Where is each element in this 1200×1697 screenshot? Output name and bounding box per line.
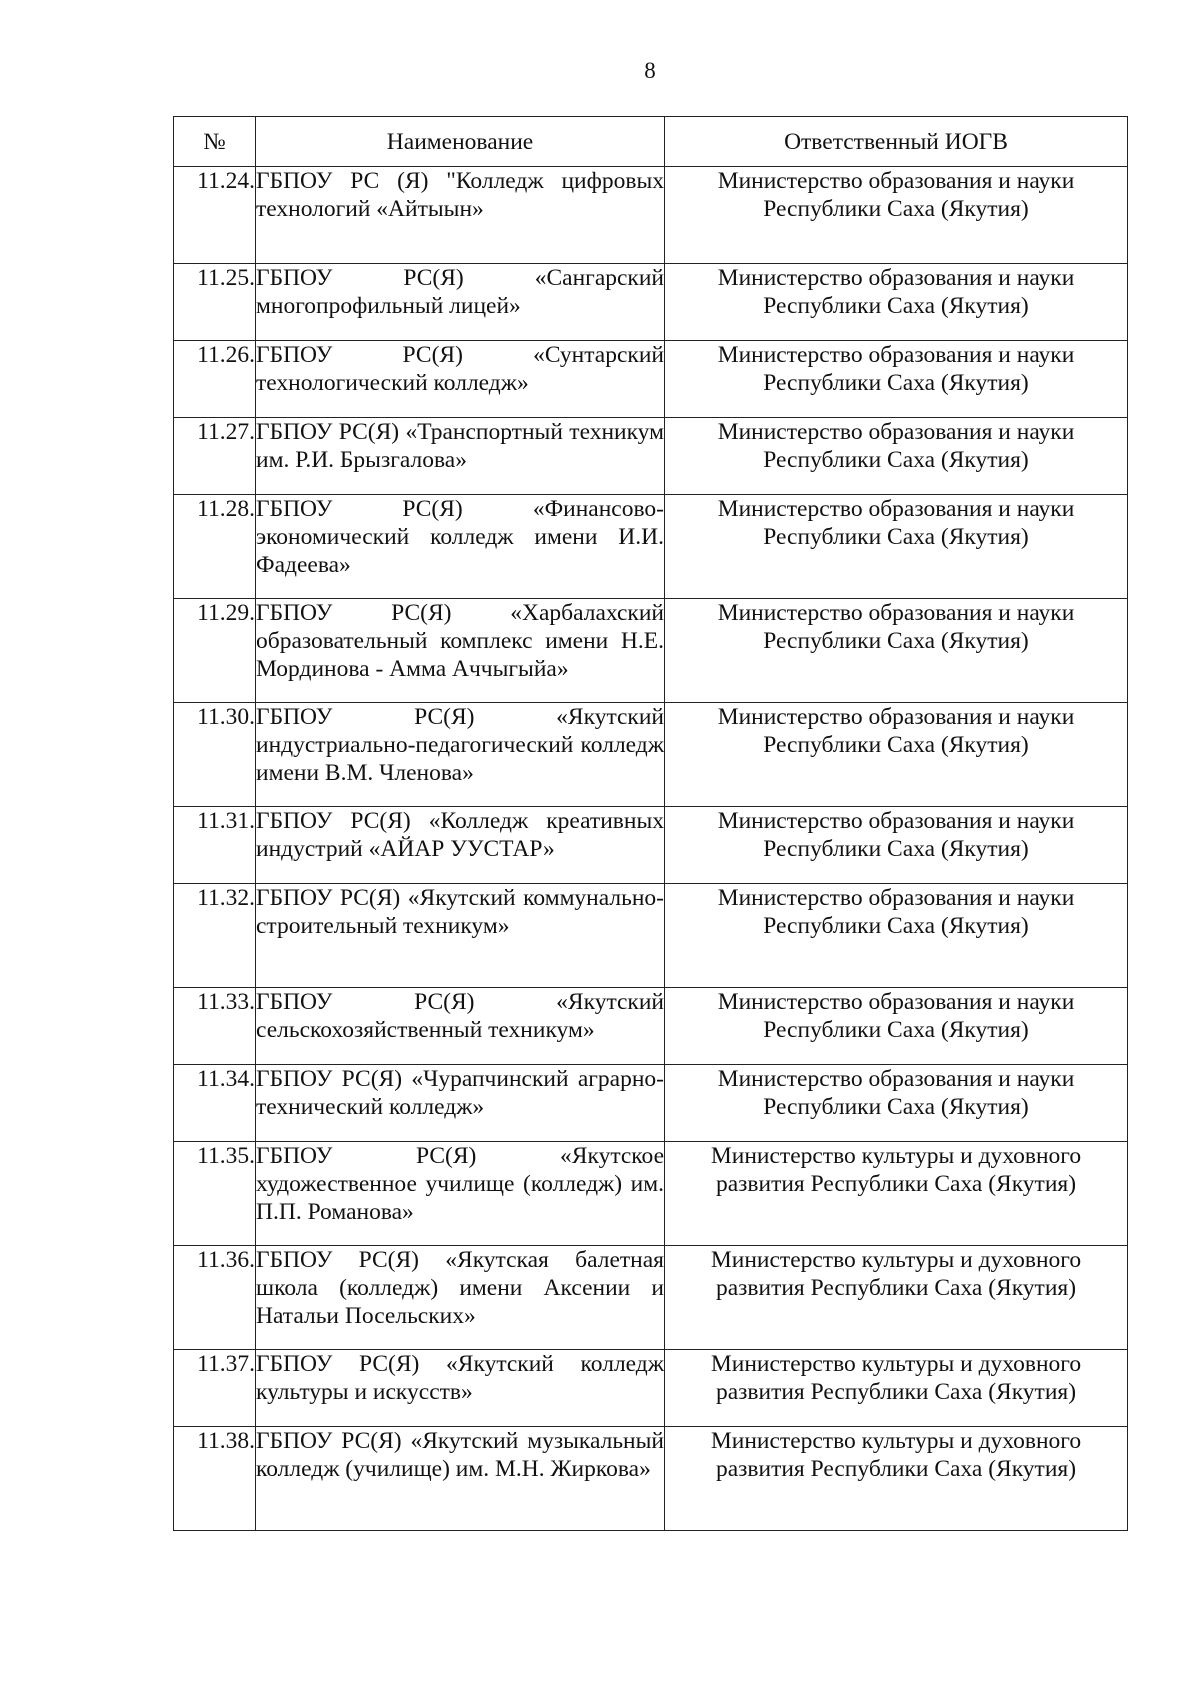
responsible-body: Министерство культуры и духовного развития Республики Саха (Якутия): [665, 1246, 1128, 1350]
institution-name: ГБПОУ РС(Я) «Якутский коммунально-строительный техникум»: [256, 884, 665, 988]
responsible-body: Министерство образования и науки Республики Саха (Якутия): [665, 703, 1128, 807]
institution-name: ГБПОУ РС(Я) «Чурапчинский аграрно-технический колледж»: [256, 1065, 665, 1142]
responsible-body: Министерство образования и науки Республики Саха (Якутия): [665, 167, 1128, 264]
table-header-row: [174, 117, 1128, 167]
table-body: [174, 167, 1128, 1531]
row-number: 11.28.: [174, 495, 256, 599]
row-number: 11.29.: [174, 599, 256, 703]
institution-name: ГБПОУ РС(Я) «Якутский сельскохозяйственный техникум»: [256, 988, 665, 1065]
responsible-body: Министерство образования и науки Республики Саха (Якутия): [665, 264, 1128, 341]
table-row: [174, 1142, 1128, 1246]
row-number: 11.36.: [174, 1246, 256, 1350]
row-number: 11.32.: [174, 884, 256, 988]
responsible-body: Министерство культуры и духовного развития Республики Саха (Якутия): [665, 1142, 1128, 1246]
table-row: [174, 341, 1128, 418]
table-row: [174, 1065, 1128, 1142]
table-row: [174, 884, 1128, 988]
header-number: №: [174, 117, 256, 167]
header-name: Наименование: [256, 117, 665, 167]
responsible-body: Министерство образования и науки Республики Саха (Якутия): [665, 495, 1128, 599]
row-number: 11.35.: [174, 1142, 256, 1246]
institution-name: ГБПОУ РС(Я) «Сангарский многопрофильный лицей»: [256, 264, 665, 341]
responsible-body: Министерство образования и науки Республики Саха (Якутия): [665, 341, 1128, 418]
page-number: 8: [644, 58, 656, 83]
institution-name: ГБПОУ РС(Я) «Транспортный техникум им. Р.И. Брызгалова»: [256, 418, 665, 495]
responsible-body: Министерство культуры и духовного развития Республики Саха (Якутия): [665, 1350, 1128, 1427]
table-row: [174, 1427, 1128, 1531]
table-row: [174, 807, 1128, 884]
row-number: 11.25.: [174, 264, 256, 341]
row-number: 11.33.: [174, 988, 256, 1065]
table-row: [174, 1246, 1128, 1350]
institution-name: ГБПОУ РС(Я) «Якутский индустриально-педагогический колледж имени В.М. Членова»: [256, 703, 665, 807]
table-row: [174, 599, 1128, 703]
row-number: 11.24.: [174, 167, 256, 264]
table-row: [174, 1350, 1128, 1427]
institution-name: ГБПОУ РС(Я) «Якутское художественное училище (колледж) им. П.П. Романова»: [256, 1142, 665, 1246]
institution-name: ГБПОУ РС(Я) «Финансово-экономический колледж имени И.И. Фадеева»: [256, 495, 665, 599]
row-number: 11.31.: [174, 807, 256, 884]
responsible-body: Министерство образования и науки Республики Саха (Якутия): [665, 884, 1128, 988]
institution-name: ГБПОУ РС(Я) «Якутский музыкальный колледж (училище) им. М.Н. Жиркова»: [256, 1427, 665, 1531]
institution-name: ГБПОУ РС(Я) «Колледж креативных индустрий «АЙАР УУСТАР»: [256, 807, 665, 884]
row-number: 11.26.: [174, 341, 256, 418]
row-number: 11.30.: [174, 703, 256, 807]
institution-name: ГБПОУ РС (Я) "Колледж цифровых технологий «Айтыын»: [256, 167, 665, 264]
institution-name: ГБПОУ РС(Я) «Якутский колледж культуры и искусств»: [256, 1350, 665, 1427]
table-row: [174, 495, 1128, 599]
table-row: [174, 418, 1128, 495]
row-number: 11.34.: [174, 1065, 256, 1142]
table-row: [174, 167, 1128, 264]
institution-name: ГБПОУ РС(Я) «Якутская балетная школа (колледж) имени Аксении и Натальи Посельских»: [256, 1246, 665, 1350]
row-number: 11.27.: [174, 418, 256, 495]
institution-name: ГБПОУ РС(Я) «Сунтарский технологический колледж»: [256, 341, 665, 418]
responsible-body: Министерство образования и науки Республики Саха (Якутия): [665, 599, 1128, 703]
row-number: 11.37.: [174, 1350, 256, 1427]
responsible-body: Министерство образования и науки Республики Саха (Якутия): [665, 988, 1128, 1065]
responsible-body: Министерство образования и науки Республики Саха (Якутия): [665, 1065, 1128, 1142]
table-row: [174, 703, 1128, 807]
header-responsible: Ответственный ИОГВ: [665, 117, 1128, 167]
responsible-body: Министерство образования и науки Республики Саха (Якутия): [665, 807, 1128, 884]
table-row: [174, 264, 1128, 341]
row-number: 11.38.: [174, 1427, 256, 1531]
responsible-body: Министерство образования и науки Республики Саха (Якутия): [665, 418, 1128, 495]
table-row: [174, 988, 1128, 1065]
institutions-table: [173, 116, 1128, 1531]
responsible-body: Министерство культуры и духовного развития Республики Саха (Якутия): [665, 1427, 1128, 1531]
institution-name: ГБПОУ РС(Я) «Харбалахский образовательный комплекс имени Н.Е. Мординова - Амма Аччыгыйа»: [256, 599, 665, 703]
